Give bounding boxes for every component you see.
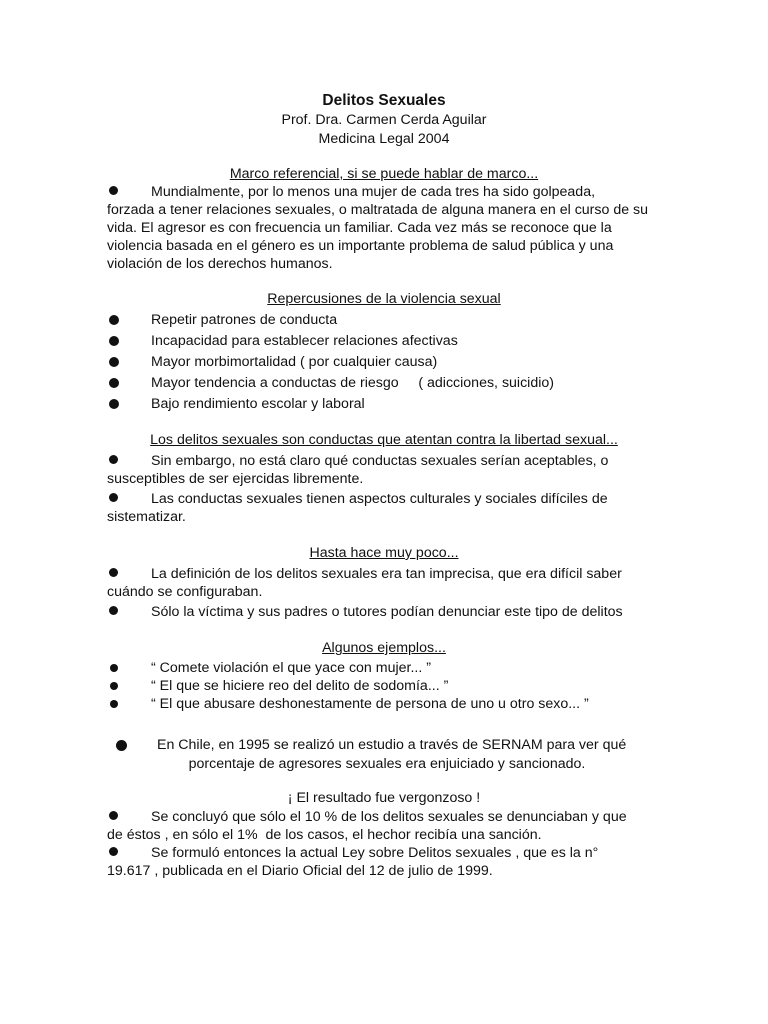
bullet-icon — [107, 844, 151, 862]
section-heading-resultado: ¡ El resultado fue vergonzoso ! — [287, 790, 481, 806]
list-item: Mayor tendencia a conductas de riesgo ( adicciones, suicidio) — [107, 373, 667, 394]
document-author: Prof. Dra. Carmen Cerda Aguilar — [281, 112, 487, 128]
document-title: Delitos Sexuales — [322, 92, 446, 109]
bullet-icon — [110, 700, 118, 708]
paragraph-marco — [107, 183, 667, 273]
paragraph-marco-rest: forzada a tener relaciones sexuales, o maltratada de alguna manera en el curso de su vida. El agresor es con frecuencia un familiar. Cada vez más se reconoce que la violencia basada en el género es un importante problema de salud pública y una violación de los derechos humanos. — [107, 202, 649, 272]
bullet-icon — [110, 664, 118, 672]
bullet-icon — [107, 490, 151, 508]
bullet-icon — [107, 183, 151, 201]
bullet-icon — [109, 315, 119, 325]
section-heading-hasta: Hasta hace muy poco... — [309, 545, 459, 561]
document-page: Delitos Sexuales Prof. Dra. Carmen Cerda Aguilar Medicina Legal 2004 Marco referencial, si se puede hablar de marco... Mundialmente, por lo menos una mujer de cada tres ha sido golpeada, forzada a tener relaciones sexuales, o maltratada de alguna manera en el curso de su vida. El agresor es con frecuencia un familiar. Cada vez más se reconoce que la violencia basada en el género es un importante problema de salud pública y una violación de los derechos humanos. Repercusiones de la violencia sexual Repetir patrones de conducta Incapacidad para establecer relaciones afectivas Mayor morbimortalidad ( por cualquier causa) Mayor tendencia a conductas de riesgo ( adicciones, suicidio) Bajo rendimiento escolar y laboral Los delitos sexuales son conductas que atentan contra la libertad sexual... Sin embargo, no está claro qué conductas sexuales serían aceptables, o susceptibles de ser ejercidas libremente. Las conductas sexuales tienen aspectos culturales y sociales difíciles de sistematizar. Hasta hace muy poco... La definición de los delitos sexuales era tan imprecisa, que era difícil saber cuándo se configuraban. Sólo la víctima y sus padres o tutores podían denunciar este tipo de delitos Algunos ejemplos... “ Comete violación el que yace con mujer... ” “ El que se hiciere reo del delito de sodomía... ” “ El que abusare deshonestamente de persona de uno u otro sexo... ” En Chile, en 1995 se realizó un estudio a través de SERNAM para ver qué porcentaje de agresores sexuales era enjuiciado y sancionado. ¡ El resultado fue vergonzoso ! Se concluyó que sólo el 10 % de los delitos sexuales se denunciaban y que de éstos , en sólo el 1% de los casos, el hechor recibía una sanción. Se formuló entonces la actual Ley sobre Delitos sexuales , que es la n° 19.617 , publicada en el Diario Oficial del 12 de julio de 1999. — [0, 0, 768, 1024]
bullet-icon — [109, 399, 119, 409]
section-heading-libertad: Los delitos sexuales son conductas que atentan contra la libertad sexual... — [150, 432, 618, 448]
bullet-icon — [109, 378, 119, 388]
list-item: Mayor morbimortalidad ( por cualquier causa) — [107, 352, 667, 373]
list-item: Bajo rendimiento escolar y laboral — [107, 394, 667, 415]
paragraph-resultado-1: Se concluyó que sólo el 10 % de los delitos sexuales se denunciaban y que de éstos , en sólo el 1% de los casos, el hechor recibía una sanción. — [107, 809, 627, 843]
bullet-icon — [110, 682, 118, 690]
bullet-icon — [107, 808, 151, 826]
paragraph-libertad-2: Las conductas sexuales tienen aspectos culturales y sociales difíciles de sistematizar. — [107, 491, 608, 525]
paragraph-resultado-2: Se formuló entonces la actual Ley sobre Delitos sexuales , que es la n° 19.617 , publicada en el Diario Oficial del 12 de julio de 1999. — [107, 845, 599, 879]
section-heading-ejemplos: Algunos ejemplos... — [322, 640, 446, 656]
paragraph-hasta-1: La definición de los delitos sexuales era tan imprecisa, que era difícil saber cuándo se configuraban. — [107, 566, 622, 600]
bullet-icon — [107, 452, 151, 470]
list-item: “ El que se hiciere reo del delito de sodomía... ” — [107, 677, 667, 695]
paragraph-libertad-1: Sin embargo, no está claro qué conductas sexuales serían aceptables, o susceptibles de ser ejercidas libremente. — [107, 453, 609, 487]
bullet-icon — [109, 336, 119, 346]
list-item: Repetir patrones de conducta — [107, 310, 667, 331]
section-heading-repercusiones: Repercusiones de la violencia sexual — [267, 291, 501, 307]
bullet-icon — [107, 565, 151, 583]
paragraph-hasta-2: Sólo la víctima y sus padres o tutores podían denunciar este tipo de delitos — [107, 603, 667, 621]
list-item: “ Comete violación el que yace con mujer... ” — [107, 659, 667, 677]
document-course: Medicina Legal 2004 — [318, 131, 450, 147]
bullet-icon — [116, 740, 127, 751]
list-item: “ El que abusare deshonestamente de persona de uno u otro sexo... ” — [107, 695, 667, 713]
bullet-icon — [107, 603, 151, 621]
paragraph-marco-line1: Mundialmente, por lo menos una mujer de cada tres ha sido golpeada, — [151, 184, 596, 200]
bullet-icon — [109, 357, 119, 367]
section-heading-marco: Marco referencial, si se puede hablar de marco... — [229, 166, 539, 182]
list-item: Incapacidad para establecer relaciones afectivas — [107, 331, 667, 352]
